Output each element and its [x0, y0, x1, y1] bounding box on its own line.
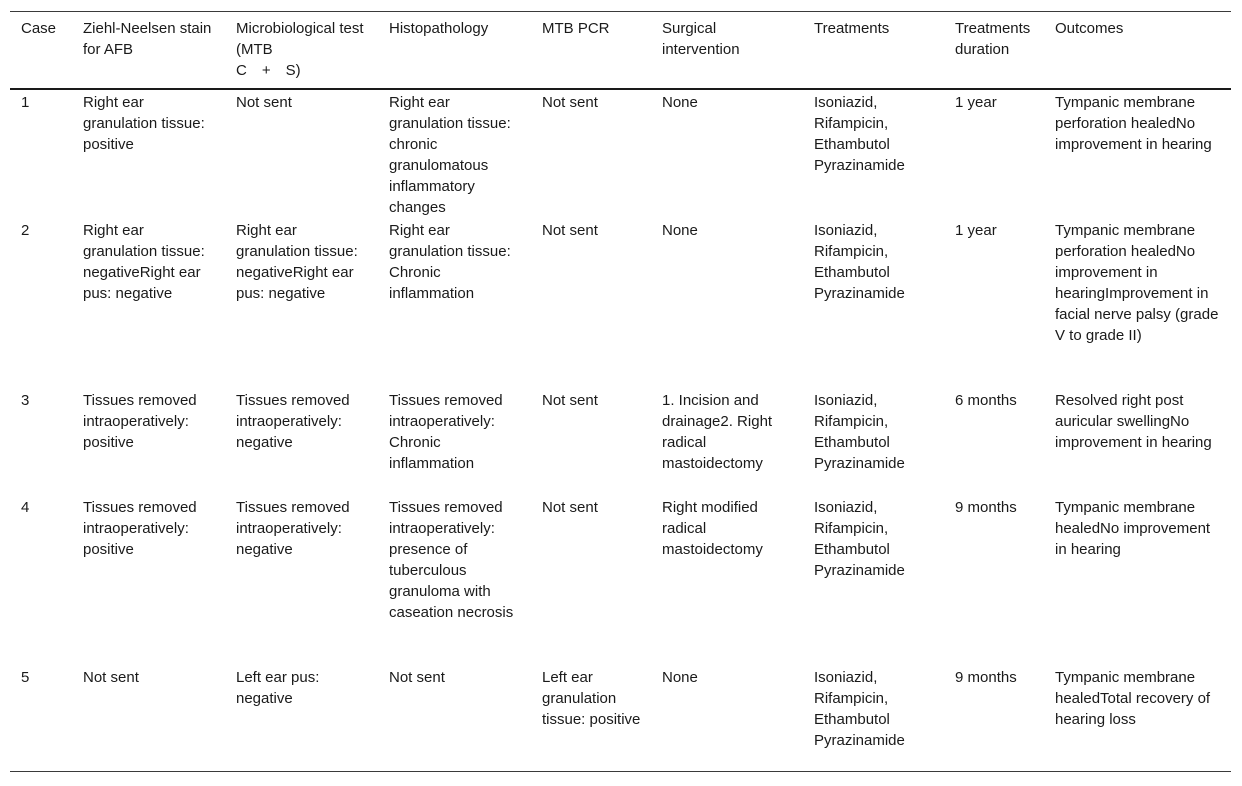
table-row	[10, 495, 1231, 665]
col-header-microbiological-line2: C + S)	[236, 62, 301, 79]
cell-treatments: Isoniazid, Rifampicin, Ethambutol Pyrazinamide	[814, 499, 905, 579]
cell-mtb-pcr: Not sent	[542, 222, 598, 239]
cell-histopathology: Not sent	[389, 669, 445, 686]
cell-microbiological: Right ear granulation tissue: negativeRight ear pus: negative	[236, 222, 358, 302]
col-header-case: Case	[21, 20, 57, 37]
cell-histopathology: Tissues removed intraoperatively: Chronic inflammation	[389, 392, 503, 472]
cell-outcomes: Tympanic membrane healedNo improvement in hearing	[1055, 499, 1211, 558]
cell-outcomes: Tympanic membrane healedTotal recovery of hearing loss	[1055, 669, 1211, 728]
table-row	[10, 89, 1231, 218]
cell-microbiological: Not sent	[236, 94, 292, 111]
cell-surgical-intervention: None	[662, 222, 698, 239]
cell-mtb-pcr: Not sent	[542, 392, 598, 409]
col-header-microbiological	[225, 12, 378, 90]
cell-histopathology: Right ear granulation tissue: chronic granulomatous inflammatory changes	[389, 94, 511, 216]
cell-treatments-duration: 9 months	[955, 669, 1017, 686]
col-header-histopathology: Histopathology	[389, 20, 489, 37]
col-header-mtb-pcr: MTB PCR	[542, 20, 610, 37]
cell-mtb-pcr: Not sent	[542, 499, 598, 516]
col-header-outcomes: Outcomes	[1055, 20, 1124, 37]
cell-treatments: Isoniazid, Rifampicin, Ethambutol Pyrazinamide	[814, 222, 905, 302]
cell-mtb-pcr: Left ear granulation tissue: positive	[542, 669, 641, 728]
cell-ziehl-neelsen: Right ear granulation tissue: positive	[83, 94, 205, 153]
col-header-treatments: Treatments	[814, 20, 890, 37]
cell-treatments: Isoniazid, Rifampicin, Ethambutol Pyrazinamide	[814, 392, 905, 472]
cell-treatments: Isoniazid, Rifampicin, Ethambutol Pyrazinamide	[814, 94, 905, 174]
cell-outcomes: Resolved right post auricular swellingNo improvement in hearing	[1055, 392, 1212, 451]
col-header-surgical-intervention: Surgical intervention	[662, 20, 740, 58]
cell-treatments-duration: 9 months	[955, 499, 1017, 516]
cell-surgical-intervention: Right modified radical mastoidectomy	[662, 499, 763, 558]
cell-ziehl-neelsen: Right ear granulation tissue: negativeRight ear pus: negative	[83, 222, 205, 302]
cell-treatments-duration: 6 months	[955, 392, 1017, 409]
cell-ziehl-neelsen: Tissues removed intraoperatively: positive	[83, 392, 197, 451]
cell-treatments-duration: 1 year	[955, 222, 997, 239]
case-summary-table	[10, 11, 1231, 772]
cell-surgical-intervention: None	[662, 94, 698, 111]
cell-treatments-duration: 1 year	[955, 94, 997, 111]
cell-case: 3	[21, 392, 30, 409]
cell-ziehl-neelsen: Not sent	[83, 669, 139, 686]
cell-microbiological: Tissues removed intraoperatively: negative	[236, 392, 350, 451]
cell-treatments: Isoniazid, Rifampicin, Ethambutol Pyrazinamide	[814, 669, 905, 749]
cell-mtb-pcr: Not sent	[542, 94, 598, 111]
table-row	[10, 218, 1231, 388]
table-row	[10, 665, 1231, 771]
cell-microbiological: Tissues removed intraoperatively: negative	[236, 499, 350, 558]
cell-case: 1	[21, 94, 30, 111]
cell-case: 5	[21, 669, 30, 686]
col-header-microbiological-line1: Microbiological test (MTB	[236, 20, 364, 58]
cell-histopathology: Right ear granulation tissue: Chronic inflammation	[389, 222, 511, 302]
header-row	[10, 12, 1231, 90]
cell-ziehl-neelsen: Tissues removed intraoperatively: positive	[83, 499, 197, 558]
cell-case: 4	[21, 499, 30, 516]
cell-microbiological: Left ear pus: negative	[236, 669, 320, 707]
cell-outcomes: Tympanic membrane perforation healedNo improvement in hearingImprovement in facial nerve palsy (grade V to grade II)	[1055, 222, 1219, 344]
col-header-treatments-duration: Treatments duration	[955, 20, 1031, 58]
cell-surgical-intervention: 1. Incision and drainage2. Right radical mastoidectomy	[662, 392, 773, 472]
col-header-ziehl-neelsen: Ziehl-Neelsen stain for AFB	[83, 20, 212, 58]
cell-outcomes: Tympanic membrane perforation healedNo improvement in hearing	[1055, 94, 1212, 153]
table-row	[10, 388, 1231, 495]
table-container	[10, 11, 1231, 772]
cell-surgical-intervention: None	[662, 669, 698, 686]
cell-case: 2	[21, 222, 30, 239]
cell-histopathology: Tissues removed intraoperatively: presence of tuberculous granuloma with caseation necrosis	[389, 499, 514, 621]
